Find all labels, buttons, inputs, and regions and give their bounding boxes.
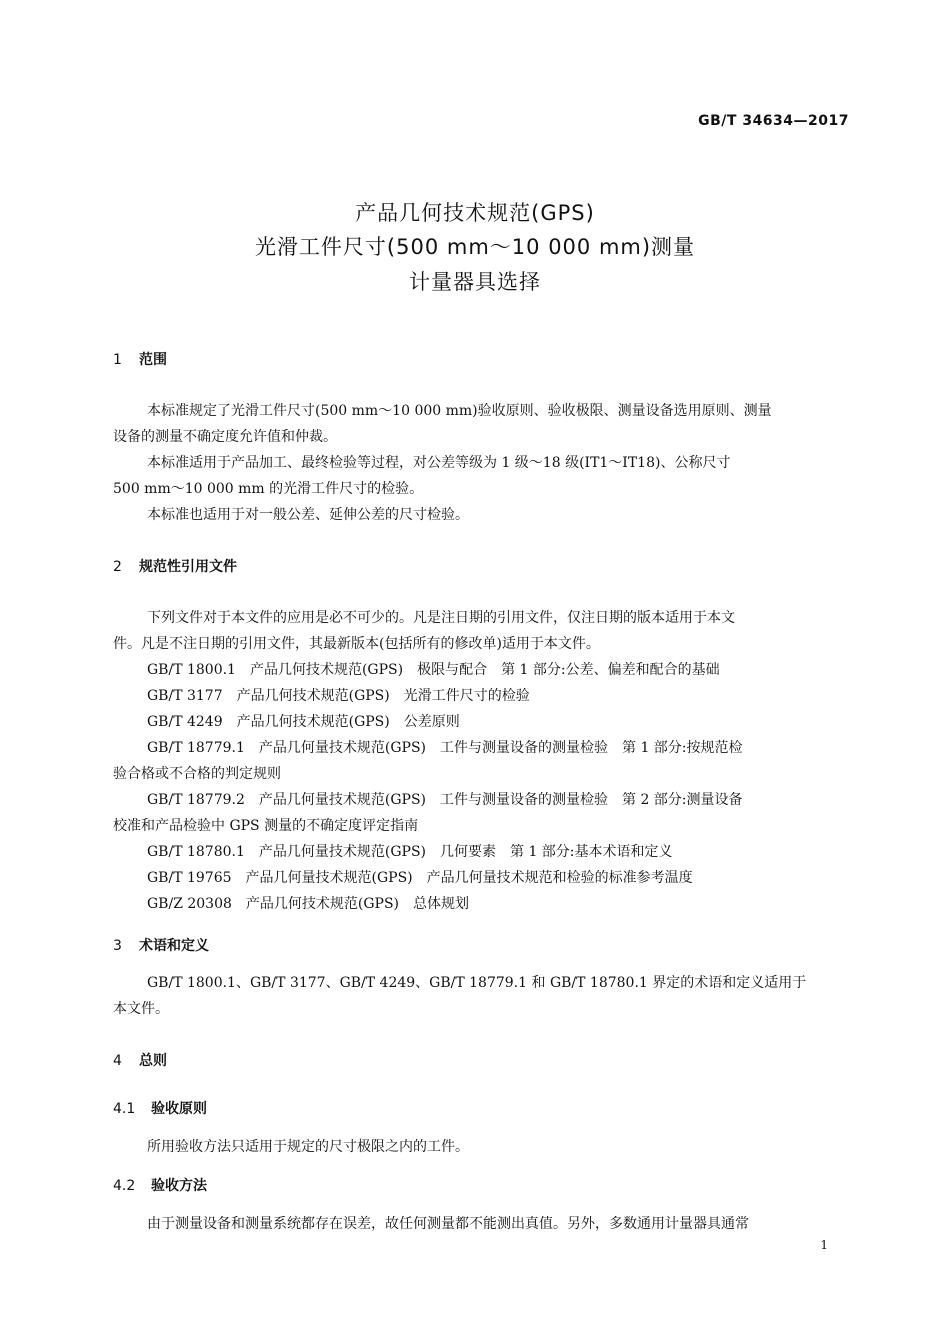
section-title: 术语和定义	[139, 938, 209, 954]
section-number: 3	[113, 938, 122, 954]
paragraph: 所用验收方法只适用于规定的尺寸极限之内的工件。	[147, 1139, 469, 1155]
paragraph: 本文件。	[113, 1001, 169, 1017]
reference-continuation: 验合格或不合格的判定规则	[113, 766, 281, 782]
paragraph: 本标准规定了光滑工件尺寸(500 mm～10 000 mm)验收原则、验收极限、测量设备选用原则、测量	[147, 403, 772, 419]
section-title: 规范性引用文件	[139, 559, 237, 575]
page-number: 1	[820, 1238, 828, 1252]
reference-title: 产品几何量技术规范(GPS) 工件与测量设备的测量检验 第 1 部分:按规范检	[258, 740, 743, 756]
section-title: 范围	[139, 352, 167, 368]
section-number: 1	[113, 352, 122, 368]
section-3-heading	[113, 935, 209, 955]
paragraph: 由于测量设备和测量系统都存在误差，故任何测量都不能测出真值。另外，多数通用计量器具通常	[147, 1216, 749, 1232]
reference-code: GB/T 18780.1	[147, 844, 245, 860]
paragraph: 下列文件对于本文件的应用是必不可少的。凡是注日期的引用文件，仅注日期的版本适用于本文	[147, 610, 735, 626]
reference-item	[147, 659, 720, 679]
paragraph: 500 mm～10 000 mm 的光滑工件尺寸的检验。	[113, 481, 424, 497]
subsection-title: 验收方法	[151, 1178, 207, 1194]
paragraph: GB/T 1800.1、GB/T 3177、GB/T 4249、GB/T 18779.1 和 GB/T 18780.1 界定的术语和定义适用于	[147, 975, 807, 991]
reference-item	[147, 893, 469, 913]
section-4-heading	[113, 1050, 167, 1070]
section-number: 4	[113, 1053, 122, 1069]
section-2-heading	[113, 556, 237, 576]
reference-title: 产品几何技术规范(GPS) 总体规划	[245, 896, 470, 912]
paragraph: 件。凡是不注日期的引用文件，其最新版本(包括所有的修改单)适用于本文件。	[113, 636, 600, 652]
section-number: 2	[113, 559, 122, 575]
reference-item	[147, 737, 743, 757]
reference-item	[147, 867, 693, 887]
subsection-number: 4.1	[113, 1101, 136, 1117]
title-line-2: 光滑工件尺寸(500 mm～10 000 mm)测量	[254, 235, 696, 259]
paragraph: 设备的测量不确定度允许值和仲裁。	[113, 429, 337, 445]
reference-item	[147, 685, 530, 705]
standard-code: GB/T 34634—2017	[698, 113, 849, 129]
reference-code: GB/T 3177	[147, 688, 223, 704]
subsection-number: 4.2	[113, 1178, 136, 1194]
reference-continuation: 校准和产品检验中 GPS 测量的不确定度评定指南	[113, 818, 419, 834]
reference-code: GB/T 19765	[147, 870, 232, 886]
reference-title: 产品几何量技术规范(GPS) 产品几何量技术规范和检验的标准参考温度	[245, 870, 693, 886]
reference-title: 产品几何量技术规范(GPS) 几何要素 第 1 部分:基本术语和定义	[258, 844, 673, 860]
subsection-4-1-heading	[113, 1098, 207, 1118]
reference-code: GB/T 4249	[147, 714, 223, 730]
title-line-3: 计量器具选择	[409, 270, 541, 294]
paragraph: 本标准适用于产品加工、最终检验等过程，对公差等级为 1 级～18 级(IT1～IT18)、公称尺寸	[147, 455, 731, 471]
section-title: 总则	[139, 1053, 167, 1069]
reference-code: GB/T 1800.1	[147, 662, 236, 678]
reference-title: 产品几何量技术规范(GPS) 工件与测量设备的测量检验 第 2 部分:测量设备	[258, 792, 743, 808]
paragraph: 本标准也适用于对一般公差、延伸公差的尺寸检验。	[147, 507, 469, 523]
section-1-heading	[113, 349, 167, 369]
reference-title: 产品几何技术规范(GPS) 极限与配合 第 1 部分:公差、偏差和配合的基础	[249, 662, 720, 678]
reference-code: GB/Z 20308	[147, 896, 232, 912]
subsection-title: 验收原则	[151, 1101, 207, 1117]
title-line-1: 产品几何技术规范(GPS)	[355, 201, 595, 225]
reference-item	[147, 789, 743, 809]
reference-title: 产品几何技术规范(GPS) 公差原则	[236, 714, 460, 730]
reference-item	[147, 711, 460, 731]
reference-title: 产品几何技术规范(GPS) 光滑工件尺寸的检验	[236, 688, 530, 704]
reference-code: GB/T 18779.2	[147, 792, 245, 808]
reference-item	[147, 841, 673, 861]
reference-code: GB/T 18779.1	[147, 740, 245, 756]
subsection-4-2-heading	[113, 1175, 207, 1195]
